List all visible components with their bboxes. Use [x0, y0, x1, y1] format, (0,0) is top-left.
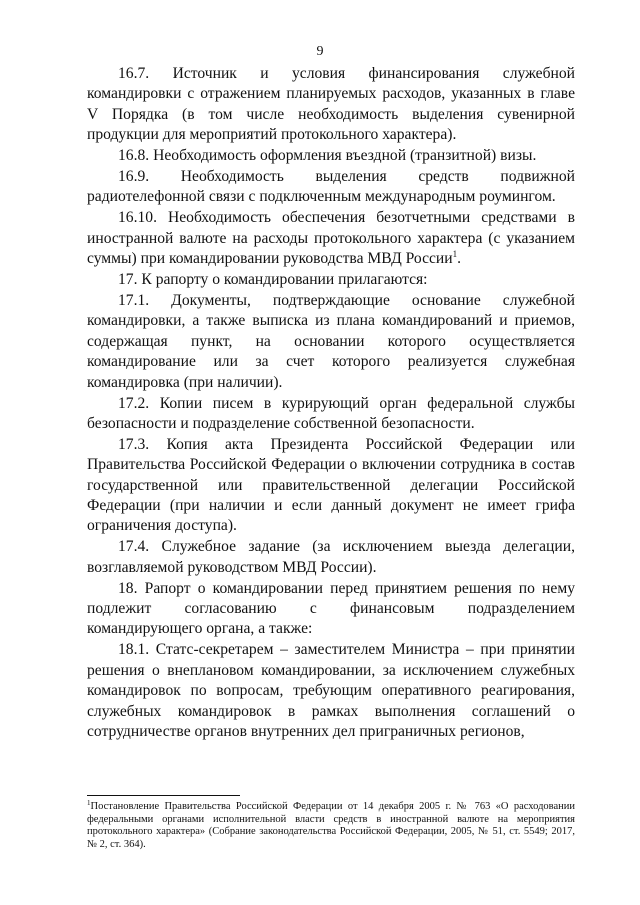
- footnote-reference[interactable]: 1: [452, 249, 458, 260]
- paragraph-17-2: 17.2. Копии писем в курирующий орган федеральной службы безопасности и подразделение собственной безопасности.: [87, 394, 575, 432]
- paragraph-16-7: 16.7. Источник и условия финансирования служебной командировки с отражением планируемых расходов, указанных в главе V Порядка (в том числе необходимость выделения сувенирной продукции для мероприятий протокольного характера).: [87, 65, 575, 144]
- paragraph-16-10-end: .: [457, 250, 462, 268]
- paragraph-16-10-text: 16.10. Необходимость обеспечения безотчетными средствами в иностранной валюте на расходы протокольного характера (с указанием суммы) при командировании руководства МВД России: [87, 209, 575, 268]
- page-number: 9: [316, 44, 324, 59]
- footnote-mark: 1: [87, 799, 91, 807]
- paragraph-18: 18. Рапорт о командировании перед принятием решения по нему подлежит согласованию с финансовым подразделением командирующего органа, а также:: [87, 579, 575, 638]
- paragraph-16-10: [87, 208, 575, 269]
- paragraph-17-1: 17.1. Документы, подтверждающие основание служебной командировки, а также выписка из плана командирований и приемов, содержащая пункт, на основании которого осуществляется командирование или за счет которого реализуется служебная командировка (при наличии).: [87, 291, 575, 391]
- paragraph-17-3: 17.3. Копия акта Президента Российской Федерации или Правительства Российской Федерации о включении сотрудника в состав государственной или правительственной делегации Российской Федерации (при наличии и если данный документ не имеет грифа ограничения доступа).: [87, 435, 575, 535]
- paragraph-16-8: 16.8. Необходимость оформления въездной (транзитной) визы.: [118, 147, 537, 165]
- footnote-divider: [87, 795, 240, 796]
- paragraph-16-9: 16.9. Необходимость выделения средств подвижной радиотелефонной связи с подключенным международным роумингом.: [87, 168, 575, 206]
- paragraph-17: 17. К рапорту о командировании прилагаются:: [118, 271, 428, 289]
- footnote: [87, 801, 575, 851]
- paragraph-17-4: 17.4. Служебное задание (за исключением выезда делегации, возглавляемой руководством МВД России).: [87, 538, 575, 576]
- paragraph-18-1: 18.1. Статс-секретарем – заместителем Министра – при принятии решения о внеплановом командировании, за исключением служебных командировок по вопросам, требующим оперативного реагирования, служебных командировок в рамках выполнения соглашений о сотрудничестве органов внутренних дел приграничных регионов,: [87, 641, 575, 740]
- document-body: [87, 64, 575, 742]
- footnote-text: Постановление Правительства Российской Федерации от 14 декабря 2005 г. № 763 «О расходовании федеральными органами исполнительной власти средств в иностранной валюте на мероприятия протокольного характера» (Собрание законодательства Российской Федерации, 2005, № 51, ст. 5549; 2017, № 2, ст. 364).: [87, 801, 575, 850]
